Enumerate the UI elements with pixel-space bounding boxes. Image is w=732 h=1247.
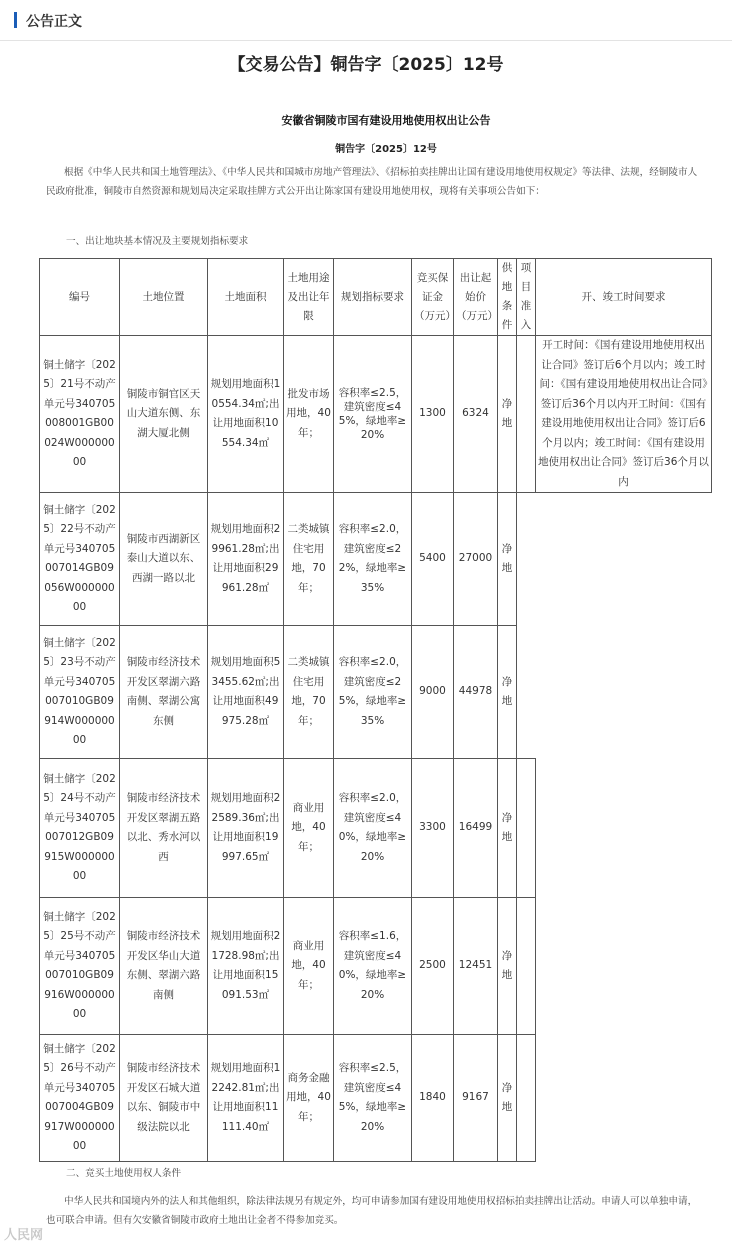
cell-delivery: 净地 [498,626,517,759]
table-row [40,898,712,1035]
header-planning: 规划指标要求 [334,259,412,336]
empty-cell [536,759,712,898]
land-parcel-table [39,258,712,1162]
cell-id: 铜土储字〔2025〕25号不动产单元号340705007010GB09916W00000000 [40,898,120,1035]
empty-cell [536,1035,712,1162]
cell-use-term: 商业用地，40年； [284,898,334,1035]
section-2-paragraph: 中华人民共和国境内外的法人和其他组织，除法律法规另有规定外，均可申请参加国有建设用地使用权招标拍卖挂牌出让活动。申请人可以单独申请，也可联合申请。但有欠安徽省铜陵市政府土地出让金者不得参加竞买。 [46,1196,698,1226]
cell-id: 铜土储字〔2025〕26号不动产单元号340705007004GB09917W00000000 [40,1035,120,1162]
empty-cell [536,898,712,1035]
document-number: 铜告字〔2025〕12号 [335,144,437,155]
cell-start-price: 9167 [454,1035,498,1162]
document-title: 安徽省铜陵市国有建设用地使用权出让公告 [281,114,491,127]
header-use-term: 土地用途及出让年限 [284,259,334,336]
table-row [40,759,712,898]
intro-paragraph: 根据《中华人民共和国土地管理法》、《中华人民共和国城市房地产管理法》、《招标拍卖挂牌出让国有建设用地使用权规定》等法律、法规，经铜陵市人民政府批准，铜陵市自然资源和规划局决定采取挂牌方式公开出让陈家国有建设用地使用权，现将有关事项公告如下： [46,167,698,197]
cell-planning: 容积率≤2.0，建筑密度≤40%，绿地率≥20% [334,759,412,898]
cell-deposit: 9000 [412,626,454,759]
section-header [0,0,732,41]
cell-use-term: 二类城镇住宅用地，70年； [284,626,334,759]
section-marker [14,12,17,28]
cell-schedule: 开工时间：《国有建设用地使用权出让合同》签订后6个月以内；竣工时间：《国有建设用地使用权出让合同》签订后36个月以内开工时间：《国有建设用地使用权出让合同》签订后6个月以内；竣工时间：《国有建设用地使用权出让合同》签订后36个月以内 [536,336,712,493]
empty-cell [517,1035,536,1162]
table-header-row [40,259,712,336]
cell-deposit: 1300 [412,336,454,493]
cell-deposit: 5400 [412,493,454,626]
cell-planning: 容积率≤2.5，建筑密度≤45%，绿地率≥20% [334,336,412,493]
cell-area: 规划用地面积29961.28㎡;出让用地面积29961.28㎡ [208,493,284,626]
cell-id: 铜土储字〔2025〕22号不动产单元号340705007014GB09056W00000000 [40,493,120,626]
cell-id: 铜土储字〔2025〕24号不动产单元号340705007012GB09915W00000000 [40,759,120,898]
cell-area: 规划用地面积10554.34㎡;出让用地面积10554.34㎡ [208,336,284,493]
cell-start-price: 6324 [454,336,498,493]
cell-location: 铜陵市经济技术开发区华山大道东侧、翠湖六路南侧 [120,898,208,1035]
table-row [40,1035,712,1162]
cell-use-term: 批发市场用地，40年； [284,336,334,493]
cell-id: 铜土储字〔2025〕23号不动产单元号340705007010GB09914W00000000 [40,626,120,759]
cell-start-price: 27000 [454,493,498,626]
cell-use-term: 商务金融用地，40年； [284,1035,334,1162]
cell-access [517,336,536,493]
section-1-heading: 一、出让地块基本情况及主要规划指标要求 [66,236,249,247]
table-row [40,626,712,759]
header-deposit: 竞买保证金（万元） [412,259,454,336]
cell-use-term: 二类城镇住宅用地，70年； [284,493,334,626]
header-schedule: 开、竣工时间要求 [536,259,712,336]
cell-location: 铜陵市经济技术开发区翠湖六路南侧、翠湖公寓东侧 [120,626,208,759]
cell-start-price: 16499 [454,759,498,898]
cell-delivery: 净地 [498,759,517,898]
cell-planning: 容积率≤1.6，建筑密度≤40%，绿地率≥20% [334,898,412,1035]
cell-start-price: 12451 [454,898,498,1035]
cell-delivery: 净地 [498,336,517,493]
empty-cell [517,759,536,898]
cell-area: 规划用地面积12242.81㎡;出让用地面积11111.40㎡ [208,1035,284,1162]
section-2-heading: 二、竞买土地使用权人条件 [66,1168,182,1179]
cell-delivery: 净地 [498,493,517,626]
cell-planning: 容积率≤2.0，建筑密度≤25%，绿地率≥35% [334,626,412,759]
cell-deposit: 1840 [412,1035,454,1162]
cell-use-term: 商业用地，40年； [284,759,334,898]
header-access: 项目准入 [517,259,536,336]
empty-cell [517,493,712,626]
header-start-price: 出让起始价（万元） [454,259,498,336]
cell-delivery: 净地 [498,898,517,1035]
header-id: 编号 [40,259,120,336]
cell-id: 铜土储字〔2025〕21号不动产单元号340705008001GB00024W00000000 [40,336,120,493]
cell-planning: 容积率≤2.5，建筑密度≤45%，绿地率≥20% [334,1035,412,1162]
table-row [40,336,712,493]
page-title: 【交易公告】铜告字〔2025〕12号 [228,55,504,75]
empty-cell [517,626,712,759]
cell-delivery: 净地 [498,1035,517,1162]
cell-deposit: 2500 [412,898,454,1035]
cell-area: 规划用地面积22589.36㎡;出让用地面积19997.65㎡ [208,759,284,898]
section-label: 公告正文 [26,14,82,30]
cell-deposit: 3300 [412,759,454,898]
cell-location: 铜陵市经济技术开发区翠湖五路以北、秀水河以西 [120,759,208,898]
cell-start-price: 44978 [454,626,498,759]
cell-location: 铜陵市经济技术开发区石城大道以东、铜陵市中级法院以北 [120,1035,208,1162]
header-delivery: 供地条件 [498,259,517,336]
cell-location: 铜陵市西湖新区泰山大道以东、西湖一路以北 [120,493,208,626]
cell-location: 铜陵市铜官区天山大道东侧、东湖大厦北侧 [120,336,208,493]
watermark-logo: 人民网 [4,1228,44,1243]
header-area: 土地面积 [208,259,284,336]
cell-planning: 容积率≤2.0，建筑密度≤22%，绿地率≥35% [334,493,412,626]
table-row [40,493,712,626]
empty-cell [517,898,536,1035]
cell-area: 规划用地面积53455.62㎡;出让用地面积49975.28㎡ [208,626,284,759]
cell-area: 规划用地面积21728.98㎡;出让用地面积15091.53㎡ [208,898,284,1035]
header-location: 土地位置 [120,259,208,336]
